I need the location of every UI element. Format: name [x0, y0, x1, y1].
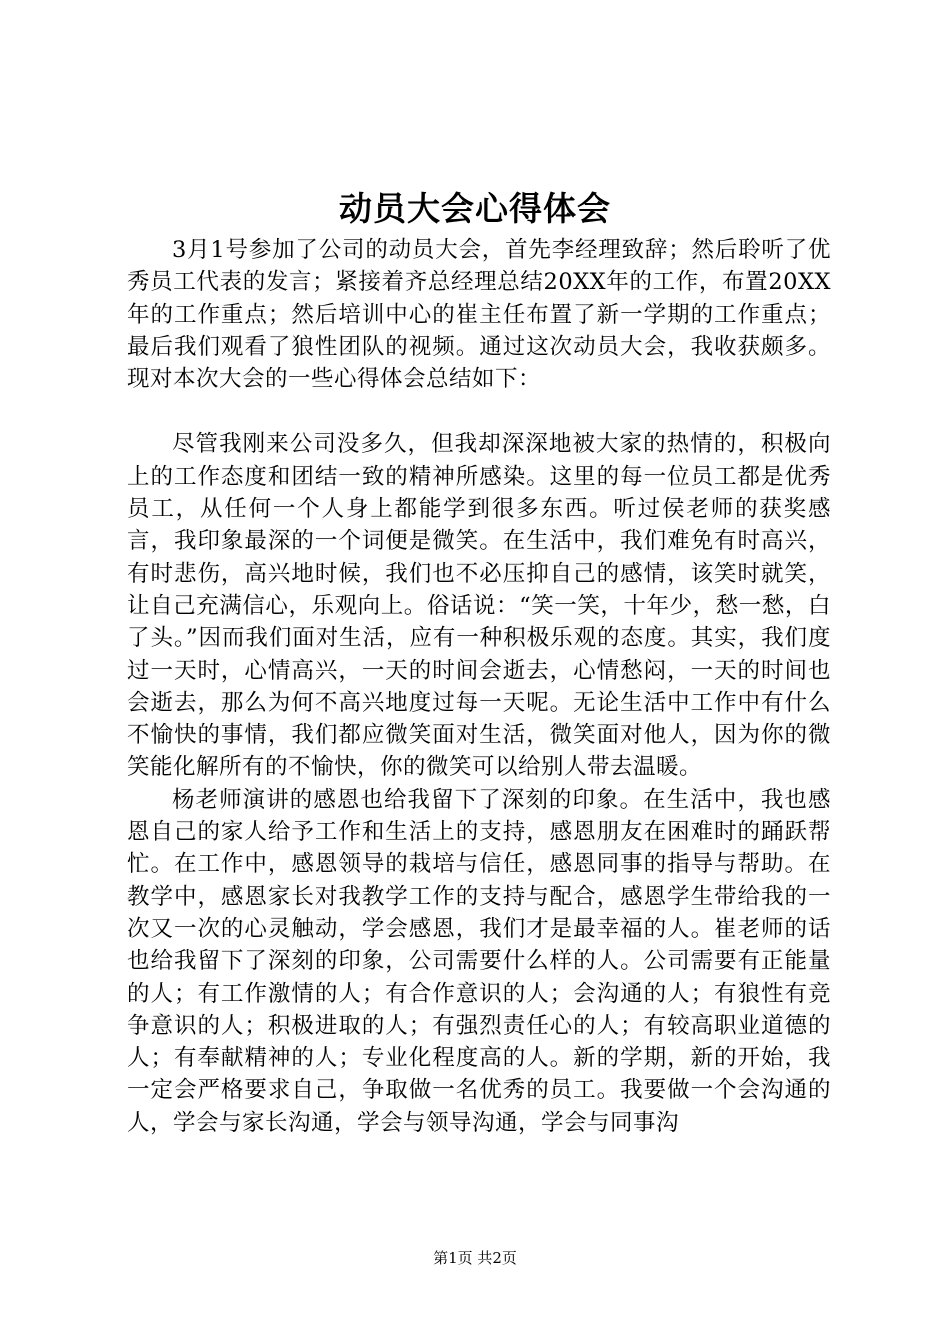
document-body [127, 234, 831, 1139]
document-title: 动员大会心得体会 [339, 189, 611, 228]
paragraph-smile: 尽管我刚来公司没多久，但我却深深地被大家的热情的，积极向上的工作态度和团结一致的精神所感染。这里的每一位员工都是优秀员工，从任何一个人身上都能学到很多东西。听过侯老师的获奖感言，我印象最深的一个词便是微笑。在生活中，我们难免有时高兴，有时悲伤，高兴地时候，我们也不必压抑自己的感情，该笑时就笑，让自己充满信心，乐观向上。俗话说：“笑一笑，十年少，愁一愁，白了头。”因而我们面对生活，应有一种积极乐观的态度。其实，我们度过一天时，心情高兴，一天的时间会逝去，心情愁闷，一天的时间也会逝去，那么为何不高兴地度过每一天呢。无论生活中工作中有什么不愉快的事情，我们都应微笑面对生活，微笑面对他人，因为你的微笑能化解所有的不愉快，你的微笑可以给别人带去温暖。 [127, 431, 831, 781]
paragraph-intro: 3月1号参加了公司的动员大会，首先李经理致辞；然后聆听了优秀员工代表的发言；紧接着齐总经理总结20XX年的工作，布置20XX年的工作重点；然后培训中心的崔主任布置了新一学期的工作重点；最后我们观看了狼性团队的视频。通过这次动员大会，我收获颇多。现对本次大会的一些心得体会总结如下： [127, 237, 831, 393]
paragraph-gratitude: 杨老师演讲的感恩也给我留下了深刻的印象。在生活中，我也感恩自己的家人给予工作和生活上的支持，感恩朋友在困难时的踊跃帮忙。在工作中，感恩领导的栽培与信任，感恩同事的指导与帮助。在教学中，感恩家长对我教学工作的支持与配合，感恩学生带给我的一次又一次的心灵触动，学会感恩，我们才是最幸福的人。崔老师的话也给我留下了深刻的印象，公司需要什么样的人。公司需要有正能量的人；有工作激情的人；有合作意识的人；会沟通的人；有狼性有竞争意识的人；积极进取的人；有强烈责任心的人；有较高职业道德的人；有奉献精神的人；专业化程度高的人。新的学期，新的开始，我一定会严格要求自己，争取做一名优秀的员工。我要做一个会沟通的人，学会与家长沟通，学会与领导沟通，学会与同事沟 [127, 786, 831, 1136]
page-number-footer: 第1页 共2页 [433, 1249, 517, 1267]
